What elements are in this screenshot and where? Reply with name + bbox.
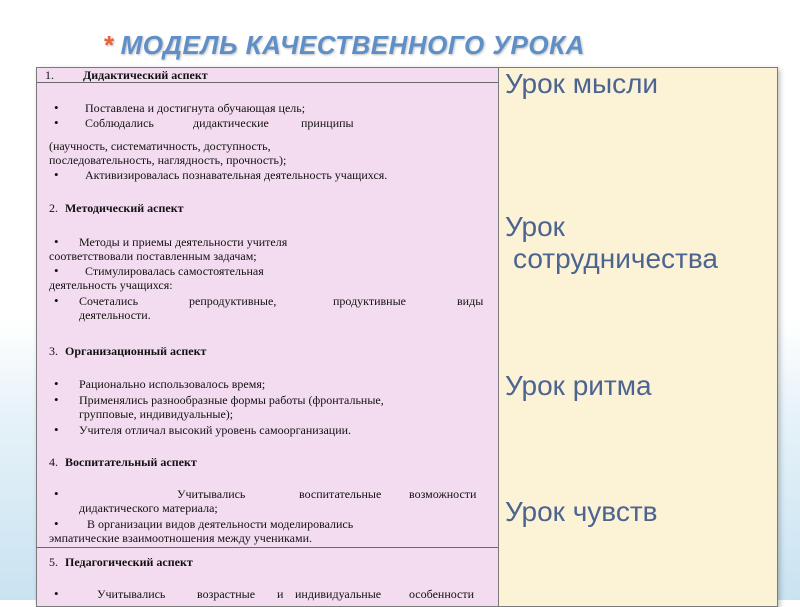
bullet: • bbox=[54, 234, 59, 249]
aspect-4-line: Учитывались bbox=[177, 487, 246, 501]
aspect-2-line: деятельности. bbox=[79, 308, 151, 322]
aspect-2-line: Стимулировалась самостоятельная bbox=[85, 264, 264, 278]
aspect-3-line: Рационально использовалось время; bbox=[79, 377, 266, 391]
aspect-2-line: соответствовали поставленным задачам; bbox=[49, 249, 257, 263]
lesson-type: Урок ритма bbox=[505, 370, 652, 401]
aspect-2-line: продуктивные bbox=[333, 294, 406, 308]
bullet: • bbox=[54, 167, 59, 182]
aspect-3-heading: Организационный аспект bbox=[65, 344, 207, 358]
aspect-1-line: принципы bbox=[301, 116, 354, 130]
aspect-5-line: возрастные bbox=[197, 587, 256, 601]
aspect-4-number: 4. bbox=[49, 455, 58, 469]
aspect-4-line: дидактического материала; bbox=[79, 501, 218, 515]
aspect-2-line: Сочетались bbox=[79, 294, 139, 308]
aspect-5-line: особенности bbox=[409, 587, 475, 601]
aspect-2-line: деятельность учащихся: bbox=[49, 278, 173, 292]
bullet: • bbox=[54, 422, 59, 437]
aspect-1-line: дидактические bbox=[193, 116, 269, 130]
page-title bbox=[104, 20, 585, 70]
aspect-5-line: Учитывались bbox=[97, 587, 166, 601]
bullet: • bbox=[54, 376, 59, 391]
aspect-3-number: 3. bbox=[49, 344, 58, 358]
bullet: • bbox=[54, 263, 59, 278]
bullet: • bbox=[54, 100, 59, 115]
aspect-2-heading: Методический аспект bbox=[65, 201, 184, 215]
aspect-2-line: репродуктивные, bbox=[189, 294, 277, 308]
aspect-5-line: и bbox=[277, 587, 284, 601]
aspect-1-number: 1. bbox=[45, 68, 54, 82]
aspect-1-line: последовательность, наглядность, прочность); bbox=[49, 153, 287, 167]
aspect-4-line: В организации видов деятельности моделировались bbox=[87, 517, 354, 531]
aspect-1-line: Активизировалась познавательная деятельность учащихся. bbox=[85, 168, 388, 182]
row-divider bbox=[37, 547, 498, 548]
aspects-column bbox=[37, 68, 499, 606]
aspect-2-line: Методы и приемы деятельности учителя bbox=[79, 235, 288, 249]
aspect-2-line: виды bbox=[457, 294, 484, 308]
aspect-5-line: индивидуальные bbox=[295, 587, 382, 601]
lesson-type: Урок чувств bbox=[505, 496, 658, 527]
aspect-1-heading: Дидактический аспект bbox=[83, 68, 208, 82]
lesson-type: Урок bbox=[505, 211, 565, 242]
aspect-1-line: Поставлена и достигнута обучающая цель; bbox=[85, 101, 306, 115]
lesson-type: сотрудничества bbox=[513, 243, 718, 274]
aspect-4-heading: Воспитательный аспект bbox=[65, 455, 197, 469]
row-divider bbox=[37, 82, 498, 83]
lesson-type: Урок мысли bbox=[505, 68, 659, 99]
aspect-4-line: эмпатические взаимоотношения между учениками. bbox=[49, 531, 313, 545]
aspect-3-line: групповые, индивидуальные); bbox=[79, 407, 234, 421]
aspect-4-line: воспитательные bbox=[299, 487, 382, 501]
aspect-1-line: Соблюдались bbox=[85, 116, 154, 130]
bullet: • bbox=[54, 115, 59, 130]
title-marker: * bbox=[104, 29, 115, 60]
aspect-5-number: 5. bbox=[49, 555, 58, 569]
bullet: • bbox=[54, 516, 59, 531]
lesson-types-column bbox=[499, 68, 777, 606]
aspect-3-line: Учителя отличал высокий уровень самоорганизации. bbox=[79, 423, 352, 437]
bullet: • bbox=[54, 486, 59, 501]
bullet: • bbox=[54, 586, 59, 601]
aspect-1-line: (научность, систематичность, доступность, bbox=[49, 139, 271, 153]
lesson-model-table bbox=[36, 67, 778, 607]
aspect-2-number: 2. bbox=[49, 201, 58, 215]
aspect-3-line: Применялись разнообразные формы работы (фронтальные, bbox=[79, 393, 384, 407]
aspect-4-line: возможности bbox=[409, 487, 477, 501]
bullet: • bbox=[54, 392, 59, 407]
bullet: • bbox=[54, 293, 59, 308]
aspect-5-heading: Педагогический аспект bbox=[65, 555, 193, 569]
title-text: МОДЕЛЬ КАЧЕСТВЕННОГО УРОКА bbox=[120, 29, 585, 60]
